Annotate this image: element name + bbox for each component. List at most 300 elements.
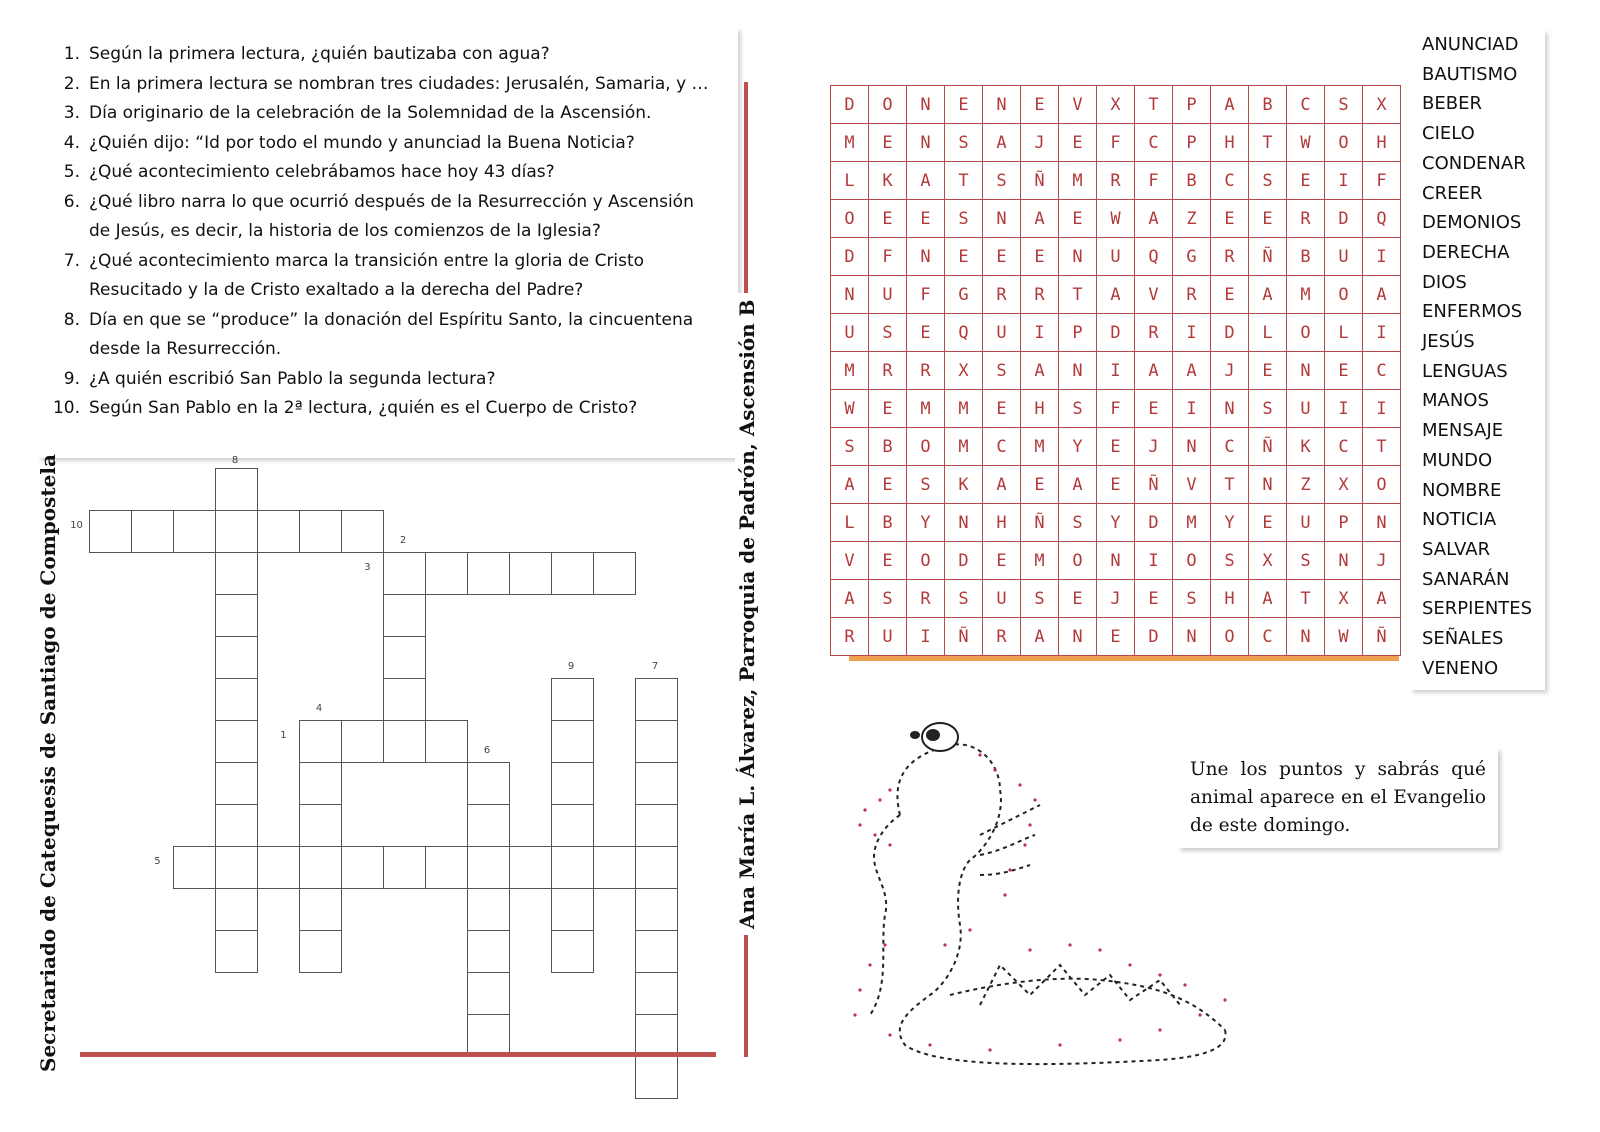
word-search-letter[interactable]: W [1325,618,1363,656]
word-search-letter[interactable]: S [983,352,1021,390]
crossword-cell[interactable] [215,762,258,805]
crossword-cell[interactable] [551,930,594,973]
crossword-cell[interactable] [215,552,258,595]
word-search-letter[interactable]: A [1135,352,1173,390]
word-search-letter[interactable]: O [1325,276,1363,314]
word-search-letter[interactable]: S [869,314,907,352]
word-search-letter[interactable]: B [1249,86,1287,124]
word-search-letter[interactable]: Ñ [1249,428,1287,466]
word-search-letter[interactable]: S [1249,162,1287,200]
word-search-letter[interactable]: O [1363,466,1401,504]
word-search-letter[interactable]: D [1211,314,1249,352]
word-search-letter[interactable]: U [1287,390,1325,428]
word-search-letter[interactable]: R [869,352,907,390]
word-search-letter[interactable]: T [1135,86,1173,124]
word-search-letter[interactable]: C [983,428,1021,466]
crossword-cell[interactable] [551,552,594,595]
crossword-cell[interactable] [509,552,552,595]
word-search-letter[interactable]: P [1325,504,1363,542]
word-search-letter[interactable]: E [907,314,945,352]
word-search-letter[interactable]: X [1363,86,1401,124]
crossword-cell[interactable] [215,636,258,679]
word-search-letter[interactable]: E [1097,466,1135,504]
word-search-letter[interactable]: T [1363,428,1401,466]
word-search-letter[interactable]: C [1211,428,1249,466]
word-search-letter[interactable]: X [945,352,983,390]
crossword-cell[interactable] [635,720,678,763]
crossword-cell[interactable] [635,888,678,931]
word-search-letter[interactable]: N [983,86,1021,124]
word-search-letter[interactable]: I [1363,314,1401,352]
word-search-letter[interactable]: Q [1135,238,1173,276]
word-search-letter[interactable]: A [1059,466,1097,504]
word-search-letter[interactable]: F [869,238,907,276]
crossword-cell[interactable] [467,888,510,931]
crossword-cell[interactable] [551,804,594,847]
word-search-letter[interactable]: I [1363,390,1401,428]
word-search-letter[interactable]: L [831,504,869,542]
word-search-letter[interactable]: R [1097,162,1135,200]
word-search-letter[interactable]: H [1021,390,1059,428]
word-search-letter[interactable]: E [869,466,907,504]
crossword-cell[interactable] [299,510,342,553]
word-search-letter[interactable]: N [1287,618,1325,656]
crossword-cell[interactable] [341,510,384,553]
crossword-cell[interactable] [467,804,510,847]
crossword-cell[interactable] [383,552,426,595]
word-search-letter[interactable]: P [1173,86,1211,124]
word-search-letter[interactable]: Ñ [1363,618,1401,656]
word-search-letter[interactable]: L [1249,314,1287,352]
crossword-cell[interactable] [257,846,300,889]
word-search-letter[interactable]: E [1059,124,1097,162]
crossword-cell[interactable] [215,846,258,889]
word-search-letter[interactable]: J [1135,428,1173,466]
word-search-letter[interactable]: T [1249,124,1287,162]
word-search-letter[interactable]: E [1097,618,1135,656]
word-search-letter[interactable]: N [831,276,869,314]
crossword-cell[interactable] [635,762,678,805]
word-search-letter[interactable]: D [831,238,869,276]
word-search-letter[interactable]: K [1287,428,1325,466]
word-search-letter[interactable]: E [1249,352,1287,390]
word-search-letter[interactable]: A [831,466,869,504]
word-search-letter[interactable]: U [869,276,907,314]
word-search-letter[interactable]: N [1173,618,1211,656]
word-search-letter[interactable]: R [1021,276,1059,314]
crossword-cell[interactable] [89,510,132,553]
word-search-letter[interactable]: C [1325,428,1363,466]
crossword-cell[interactable] [551,720,594,763]
word-search-letter[interactable]: D [945,542,983,580]
word-search-letter[interactable]: A [831,580,869,618]
crossword-cell[interactable] [467,552,510,595]
word-search-letter[interactable]: S [983,162,1021,200]
crossword-clue-2: 2 [399,535,407,547]
word-search-letter[interactable]: I [1363,238,1401,276]
crossword-cell[interactable] [383,720,426,763]
word-search-letter[interactable]: I [1325,390,1363,428]
word-search-letter[interactable]: A [1021,618,1059,656]
word-search-letter[interactable]: M [1287,276,1325,314]
word-search-letter[interactable]: X [1325,580,1363,618]
word-search-letter[interactable]: Ñ [1021,162,1059,200]
word-search-letter[interactable]: V [1173,466,1211,504]
word-search-letter[interactable]: D [1325,200,1363,238]
word-search-letter[interactable]: M [1021,542,1059,580]
word-search-letter[interactable]: E [983,390,1021,428]
word-search-letter[interactable]: X [1249,542,1287,580]
word-search-letter[interactable]: A [1021,352,1059,390]
crossword-cell[interactable] [257,510,300,553]
word-search-letter[interactable]: C [1249,618,1287,656]
crossword-cell[interactable] [635,804,678,847]
word-search-letter[interactable]: E [1211,200,1249,238]
word-search-letter[interactable]: D [1135,618,1173,656]
crossword-cell[interactable] [467,972,510,1015]
word-search-letter[interactable]: A [1021,200,1059,238]
word-search-letter[interactable]: S [1059,504,1097,542]
word-search-letter[interactable]: I [1097,352,1135,390]
word-search-letter[interactable]: A [1211,86,1249,124]
word-search-letter[interactable]: U [983,580,1021,618]
word-search-letter[interactable]: M [1173,504,1211,542]
word-search-letter[interactable]: R [1211,238,1249,276]
word-search-letter[interactable]: E [1021,238,1059,276]
word-list-item: CREER [1422,182,1483,204]
word-search-letter[interactable]: Z [1173,200,1211,238]
word-search-letter[interactable]: S [1211,542,1249,580]
word-search-letter[interactable]: E [983,542,1021,580]
word-search-letter[interactable]: N [1325,542,1363,580]
crossword-cell[interactable] [383,846,426,889]
word-search-letter[interactable]: H [1211,124,1249,162]
crossword-cell[interactable] [215,888,258,931]
word-search-letter[interactable]: C [1135,124,1173,162]
word-search-letter[interactable]: O [907,428,945,466]
word-search-letter[interactable]: N [1287,352,1325,390]
word-search-letter[interactable]: L [1325,314,1363,352]
word-search-letter[interactable]: O [831,200,869,238]
word-search-letter[interactable]: S [945,580,983,618]
word-search-letter[interactable]: A [907,162,945,200]
crossword-cell[interactable] [215,594,258,637]
word-search-letter[interactable]: F [1097,124,1135,162]
crossword-clue-5: 5 [154,856,161,868]
word-search-letter[interactable]: T [1287,580,1325,618]
word-search-letter[interactable]: I [1325,162,1363,200]
word-search-letter[interactable]: P [1173,124,1211,162]
word-search-letter[interactable]: R [831,618,869,656]
word-search-letter[interactable]: B [869,428,907,466]
word-search-letter[interactable]: N [907,238,945,276]
word-search-letter[interactable]: E [983,238,1021,276]
word-search-letter[interactable]: N [1249,466,1287,504]
word-search-letter[interactable]: Ñ [945,618,983,656]
crossword-cell[interactable] [215,468,258,511]
word-search-letter[interactable]: S [1059,390,1097,428]
crossword-cell[interactable] [467,846,510,889]
word-search-letter[interactable]: S [945,124,983,162]
word-search-letter[interactable]: Ñ [1249,238,1287,276]
crossword-cell[interactable] [383,594,426,637]
word-search-letter[interactable]: Ñ [1021,504,1059,542]
crossword-cell[interactable] [341,720,384,763]
word-search-letter[interactable]: V [831,542,869,580]
word-search-letter[interactable]: Y [1059,428,1097,466]
crossword-cell[interactable] [299,930,342,973]
word-search-letter[interactable]: N [1059,352,1097,390]
crossword-cell[interactable] [215,510,258,553]
word-search-letter[interactable]: R [1135,314,1173,352]
word-search-letter[interactable]: M [907,390,945,428]
word-search-letter[interactable]: P [1059,314,1097,352]
word-search-letter[interactable]: N [1211,390,1249,428]
crossword-cell[interactable] [635,1056,678,1099]
word-search-letter[interactable]: B [869,504,907,542]
crossword-cell[interactable] [299,888,342,931]
word-search-letter[interactable]: S [945,200,983,238]
word-search-letter[interactable]: H [1363,124,1401,162]
word-search-letter[interactable]: A [1135,200,1173,238]
word-search-letter[interactable]: Q [945,314,983,352]
word-search-letter[interactable]: F [1363,162,1401,200]
word-search-letter[interactable]: R [1287,200,1325,238]
word-search-letter[interactable]: E [869,124,907,162]
word-search-letter[interactable]: E [907,200,945,238]
word-search-letter[interactable]: U [869,618,907,656]
word-search-letter[interactable]: S [1021,580,1059,618]
word-search-letter[interactable]: A [1363,580,1401,618]
word-search-letter[interactable]: B [1287,238,1325,276]
word-search-letter[interactable]: M [1059,162,1097,200]
word-search-letter[interactable]: F [1135,162,1173,200]
crossword-cell[interactable] [593,846,636,889]
crossword-cell[interactable] [383,636,426,679]
word-search-letter[interactable]: O [1287,314,1325,352]
word-search-letter[interactable]: N [983,200,1021,238]
word-search-letter[interactable]: O [1211,618,1249,656]
word-search-letter[interactable]: N [1097,542,1135,580]
crossword-cell[interactable] [593,552,636,595]
word-search-letter[interactable]: I [1173,314,1211,352]
word-search-letter[interactable]: E [1059,200,1097,238]
word-search-letter[interactable]: C [1211,162,1249,200]
crossword-cell[interactable] [467,930,510,973]
word-search-letter[interactable]: E [1021,86,1059,124]
word-search-letter[interactable]: T [1059,276,1097,314]
word-search-letter[interactable]: N [1173,428,1211,466]
word-search-letter[interactable]: F [1097,390,1135,428]
word-search-letter[interactable]: E [1249,200,1287,238]
word-search-letter[interactable]: S [1249,390,1287,428]
crossword-cell[interactable] [551,846,594,889]
crossword-cell[interactable] [299,720,342,763]
word-search-letter[interactable]: L [831,162,869,200]
word-search-letter[interactable]: Y [907,504,945,542]
word-search-letter[interactable]: A [983,466,1021,504]
word-search-letter[interactable]: E [1097,428,1135,466]
crossword-cell[interactable] [215,804,258,847]
word-search-letter[interactable]: M [945,390,983,428]
word-search-letter[interactable]: K [869,162,907,200]
crossword-cell[interactable] [173,510,216,553]
word-search-letter[interactable]: H [1211,580,1249,618]
word-search-letter[interactable]: M [945,428,983,466]
word-search-letter[interactable]: R [1173,276,1211,314]
word-search-row [831,466,1401,504]
word-search-letter[interactable]: E [1211,276,1249,314]
crossword-cell[interactable] [299,804,342,847]
crossword-cell[interactable] [425,846,468,889]
word-search-letter[interactable]: I [907,618,945,656]
word-search-letter[interactable]: G [1173,238,1211,276]
word-search-letter[interactable]: O [869,86,907,124]
word-search-letter[interactable]: R [907,352,945,390]
crossword-cell[interactable] [551,762,594,805]
word-search-letter[interactable]: K [945,466,983,504]
word-search-letter[interactable]: Ñ [1135,466,1173,504]
word-search-letter[interactable]: N [945,504,983,542]
word-search-letter[interactable]: J [1021,124,1059,162]
word-search-letter[interactable]: M [831,352,869,390]
word-search-letter[interactable]: E [1287,162,1325,200]
word-search-letter[interactable]: E [1059,580,1097,618]
word-search-letter[interactable]: A [1097,276,1135,314]
word-search-letter[interactable]: A [1249,580,1287,618]
crossword-cell[interactable] [173,846,216,889]
word-search-letter[interactable]: N [907,86,945,124]
word-search-letter[interactable]: Z [1287,466,1325,504]
word-search-letter[interactable]: O [907,542,945,580]
word-search-letter[interactable]: M [831,124,869,162]
crossword-cell[interactable] [635,972,678,1015]
crossword-cell[interactable] [299,846,342,889]
word-search-letter[interactable]: X [1097,86,1135,124]
word-search-letter[interactable]: W [831,390,869,428]
word-search-letter[interactable]: D [1097,314,1135,352]
word-search-letter[interactable]: S [1287,542,1325,580]
word-search-letter[interactable]: C [1363,352,1401,390]
word-search-letter[interactable]: U [831,314,869,352]
word-search-letter[interactable]: E [945,238,983,276]
word-search-letter[interactable]: S [1325,86,1363,124]
word-list-item: CONDENAR [1422,152,1526,174]
word-search-letter[interactable]: E [1135,580,1173,618]
crossword-cell[interactable] [467,1014,510,1057]
crossword-cell[interactable] [215,678,258,721]
word-search-letter[interactable]: O [1059,542,1097,580]
word-search-letter[interactable]: A [1249,276,1287,314]
word-search-letter[interactable]: W [1097,200,1135,238]
word-search-letter[interactable]: E [1021,466,1059,504]
word-search-letter[interactable]: N [1059,238,1097,276]
crossword-cell[interactable] [131,510,174,553]
word-search-letter[interactable]: W [1287,124,1325,162]
word-search-letter[interactable]: E [869,200,907,238]
word-search-letter[interactable]: S [831,428,869,466]
word-search-letter[interactable]: X [1325,466,1363,504]
crossword-cell[interactable] [215,930,258,973]
word-search-letter[interactable]: F [907,276,945,314]
crossword-cell[interactable] [635,678,678,721]
crossword-cell[interactable] [635,846,678,889]
word-search-letter[interactable]: N [1059,618,1097,656]
word-search-letter[interactable]: I [1021,314,1059,352]
word-search-letter[interactable]: A [1363,276,1401,314]
question-number: 7. [63,250,80,271]
word-search-letter[interactable]: U [983,314,1021,352]
word-search-letter[interactable]: I [1173,390,1211,428]
word-search-letter[interactable]: Y [1211,504,1249,542]
word-search-letter[interactable]: V [1059,86,1097,124]
word-search-letter[interactable]: S [907,466,945,504]
word-search-letter[interactable]: S [869,580,907,618]
word-search-letter[interactable]: E [869,542,907,580]
crossword-cell[interactable] [467,762,510,805]
word-search-letter[interactable]: N [907,124,945,162]
crossword-cell[interactable] [215,720,258,763]
word-search-letter[interactable]: I [1135,542,1173,580]
question-number: 2. [63,73,80,94]
word-search-letter[interactable]: R [907,580,945,618]
word-search-letter[interactable]: E [869,390,907,428]
crossword-clue-1: 1 [280,730,287,742]
word-search-letter[interactable]: D [1135,504,1173,542]
crossword-cell[interactable] [635,930,678,973]
crossword-cell[interactable] [341,846,384,889]
crossword-cell[interactable] [299,762,342,805]
word-search-letter[interactable]: H [983,504,1021,542]
word-search-letter[interactable]: S [1173,580,1211,618]
word-search-letter[interactable]: E [945,86,983,124]
crossword-cell[interactable] [509,846,552,889]
word-search-letter[interactable]: N [1363,504,1401,542]
word-search-letter[interactable]: U [1325,238,1363,276]
word-search-letter[interactable]: T [945,162,983,200]
word-search-letter[interactable]: J [1363,542,1401,580]
word-search-letter[interactable]: E [1249,504,1287,542]
crossword-cell[interactable] [551,888,594,931]
word-search-letter[interactable]: E [1325,352,1363,390]
word-search-letter[interactable]: A [983,124,1021,162]
word-search-letter[interactable]: A [1173,352,1211,390]
word-search-letter[interactable]: Q [1363,200,1401,238]
word-search-letter[interactable]: E [1135,390,1173,428]
word-search-letter[interactable]: O [1173,542,1211,580]
crossword-cell[interactable] [425,552,468,595]
word-search-letter[interactable]: D [831,86,869,124]
word-search-letter[interactable]: J [1211,352,1249,390]
word-search-letter[interactable]: V [1135,276,1173,314]
word-search-letter[interactable]: T [1211,466,1249,504]
crossword-cell[interactable] [635,1014,678,1057]
word-search-letter[interactable]: O [1325,124,1363,162]
word-search-letter[interactable]: R [983,618,1021,656]
word-search-letter[interactable]: G [945,276,983,314]
word-search-letter[interactable]: B [1173,162,1211,200]
word-search-letter[interactable]: Y [1097,504,1135,542]
crossword-cell[interactable] [425,720,468,763]
word-search-letter[interactable]: M [1021,428,1059,466]
word-search-letter[interactable]: J [1097,580,1135,618]
crossword-cell[interactable] [383,678,426,721]
word-search-letter[interactable]: U [1287,504,1325,542]
word-search-letter[interactable]: U [1097,238,1135,276]
word-search-letter[interactable]: R [983,276,1021,314]
word-search-letter[interactable]: C [1287,86,1325,124]
crossword-cell[interactable] [551,678,594,721]
